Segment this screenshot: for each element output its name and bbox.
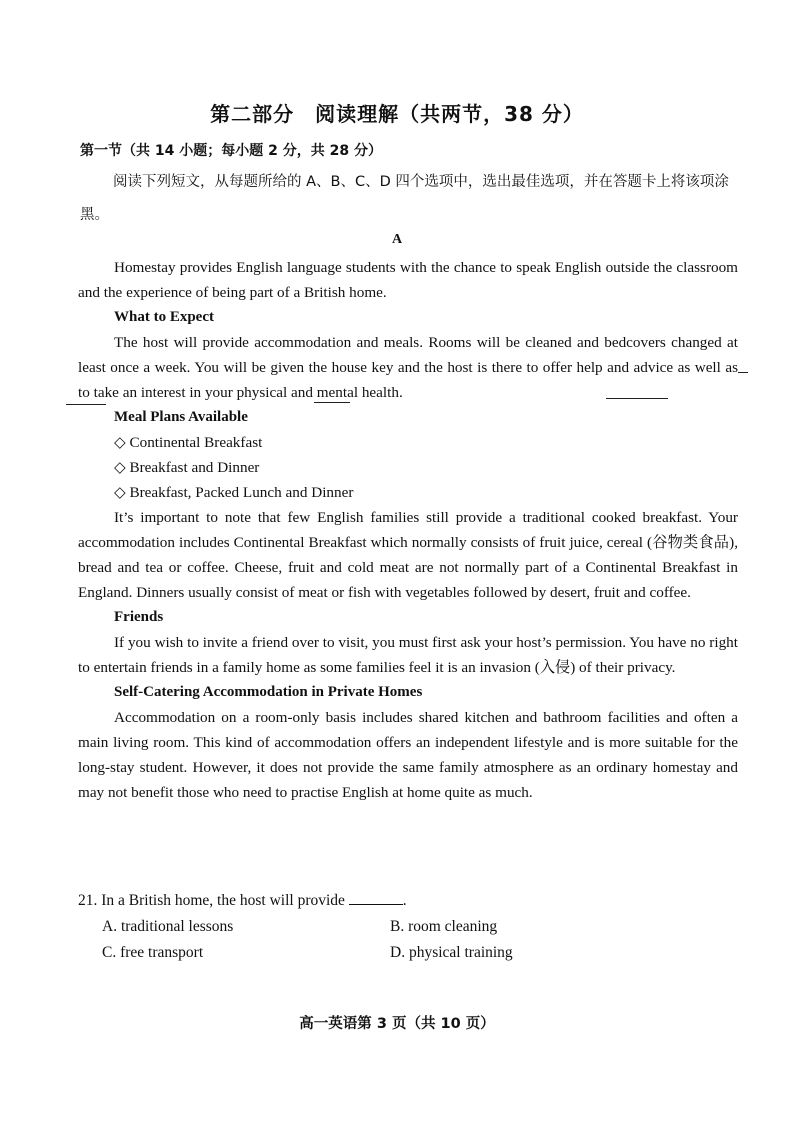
question-stem: In a British home, the host will provide: [101, 892, 345, 909]
friends-heading: Friends: [114, 609, 164, 625]
what-to-expect-paragraph: The host will provide accommodation and meals. Rooms will be cleaned and bedcovers changed at least once a week. You will be given the house key and the host is there to offer help and advice as well as to take an interest in your physical and mental health.: [78, 334, 738, 401]
meal-plan-item: ◇ Breakfast, Packed Lunch and Dinner: [114, 484, 354, 501]
meal-plans-heading: Meal Plans Available: [114, 409, 248, 425]
self-catering-heading: Self-Catering Accommodation in Private Homes: [114, 684, 423, 700]
passage-label: A: [391, 232, 403, 247]
answer-blank: [349, 890, 403, 905]
option-a: A. traditional lessons: [102, 918, 234, 935]
option-d: D. physical training: [390, 944, 513, 961]
passage-body: [78, 255, 738, 805]
intro-paragraph: Homestay provides English language students with the chance to speak English outside the classroom and the experience of being part of a British home.: [78, 259, 738, 301]
question-number: 21.: [78, 892, 98, 909]
option-b: B. room cleaning: [390, 918, 498, 935]
meal-plan-item: ◇ Continental Breakfast: [114, 434, 263, 451]
page-footer: 高一英语第 3 页（共 10 页）: [299, 1016, 495, 1032]
pen-underline-mark: [66, 404, 106, 405]
option-c: C. free transport: [102, 944, 204, 961]
instructions: 阅读下列短文，从每题所给的 A、B、C、D 四个选项中，选出最佳选项，并在答题卡上将该项涂黑。: [80, 174, 729, 223]
what-to-expect-heading: What to Expect: [114, 309, 214, 325]
question-stem-end: .: [402, 892, 407, 909]
pen-underline-mark: [606, 398, 668, 399]
pen-underline-mark: [314, 402, 350, 403]
part-title: 第二部分 阅读理解（共两节，38 分）: [210, 102, 584, 126]
friends-paragraph: If you wish to invite a friend over to visit, you must first ask your host’s permission. You have no right to entertain friends in a family home as some families feel it is an invasion (入侵) of their privacy.: [78, 634, 738, 676]
meal-paragraph: It’s important to note that few English families still provide a traditional cooked breakfast. Your accommodation includes Continental Breakfast which normally consists of fruit juice, cereal (谷物类食品), bread and tea or coffee. Cheese, fruit and cold meat are not normally part of a Continental Breakfast in England. Dinners usually consist of meat or fish with vegetables followed by desert, fruit and coffee.: [78, 509, 738, 601]
question-21: [78, 888, 738, 914]
meal-plan-item: ◇ Breakfast and Dinner: [114, 459, 260, 476]
self-catering-paragraph: Accommodation on a room-only basis includes shared kitchen and bathroom facilities and often a main living room. This kind of accommodation offers an independent lifestyle and is more suitable for the long-stay student. However, it does not provide the same family atmosphere as an ordinary homestay and may not benefit those who need to practise English at home quite as much.: [78, 709, 738, 801]
pen-underline-mark: [738, 372, 748, 373]
section-heading: 第一节（共 14 小题；每小题 2 分，共 28 分）: [80, 143, 382, 159]
